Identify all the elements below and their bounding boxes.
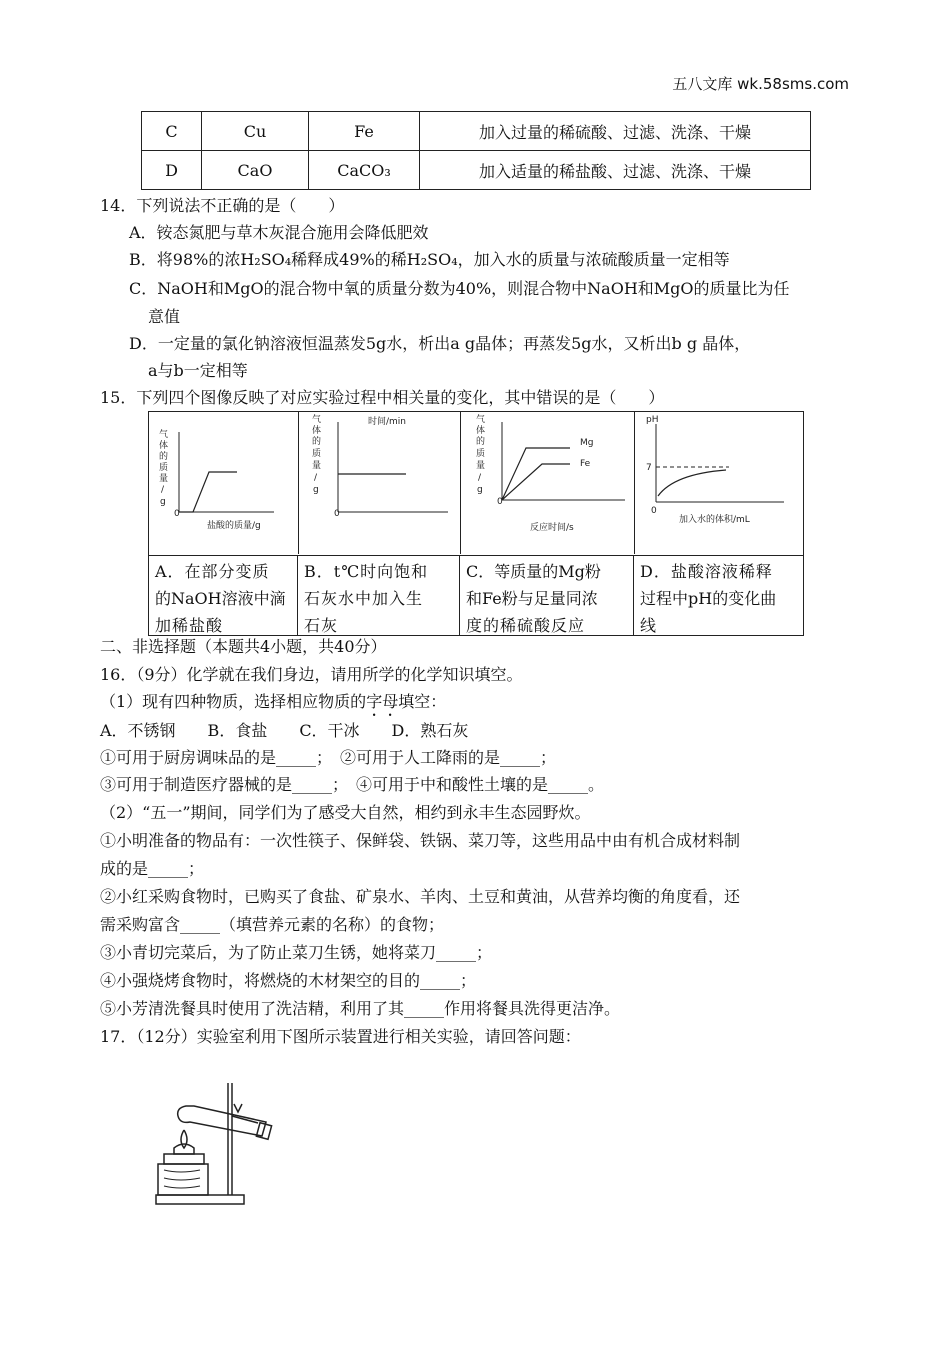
graph-c-series-fe: Fe — [580, 459, 591, 469]
graph-b-ylabel-3: 质 — [312, 449, 322, 459]
graph-a-ylabel-0: 气 — [159, 430, 169, 440]
table-cell: CaCO₃ — [309, 151, 420, 190]
graph-c-ylabel-4: 量 — [476, 461, 486, 471]
graph-a-curve — [179, 472, 237, 512]
graph-c-origin: 0 — [497, 497, 503, 507]
graph-c-ylabel-3: 质 — [476, 449, 486, 459]
stand-base — [156, 1195, 244, 1204]
caption-line: 和Fe粉与足量同浓 — [466, 589, 598, 608]
q14-option-a: A．铵态氮肥与草木灰混合施用会降低肥效 — [129, 223, 429, 242]
table-cell: 加入适量的稀盐酸、过滤、洗涤、干燥 — [420, 151, 811, 190]
q16-sub-2: ②小红采购食物时，已购买了食盐、矿泉水、羊肉、土豆和黄油，从营养均衡的角度看，还 — [100, 887, 741, 906]
table-cell: Cu — [202, 112, 309, 151]
q13-table — [141, 111, 811, 190]
q16-line-2: ③可用于制造医疗器械的是_____； ④可用于中和酸性土壤的是_____。 — [100, 775, 605, 794]
graph-b-ylabel-2: 的 — [312, 437, 322, 447]
graph-c-svg — [460, 412, 634, 554]
q16-part1-pre: （1）现有四种物质，选择相应物质的 — [100, 692, 367, 711]
graph-c-ylabel-6: g — [477, 485, 483, 495]
caption-line: 石灰水中加入生 — [304, 589, 424, 608]
flame — [181, 1130, 187, 1148]
q14-option-c-cont: 意值 — [148, 307, 181, 326]
q16-part2: （2）“五一”期间，同学们为了感受大自然，相约到永丰生态园野炊。 — [100, 803, 591, 822]
graph-c-series-mg: Mg — [580, 438, 594, 448]
graph-d-curve — [658, 470, 726, 496]
caption-line: A．在部分变质 — [155, 562, 270, 581]
graph-c-ylabel-1: 体 — [476, 426, 486, 436]
lamp-neck — [164, 1154, 204, 1164]
q14-option-c: C．NaOH和MgO的混合物中氧的质量分数为40%，则混合物中NaOH和MgO的质量比为任 — [129, 279, 790, 298]
graph-a-ylabel-1: 体 — [159, 441, 169, 451]
graph-a-ylabel-3: 质 — [159, 463, 169, 473]
graph-b-xlabel: 时间/min — [368, 417, 407, 427]
graph-a-svg — [149, 412, 298, 554]
q16-options: A．不锈钢 B．食盐 C．干冰 D．熟石灰 — [100, 721, 469, 740]
graph-b — [298, 412, 461, 554]
q16-stem: 16．（9分）化学就在我们身边，请用所学的化学知识填空。 — [100, 665, 523, 684]
graph-b-origin: 0 — [334, 509, 340, 519]
graph-a-ylabel-5: / — [161, 485, 165, 495]
table-row — [142, 112, 811, 151]
graph-a-ylabel-4: 量 — [159, 474, 169, 484]
graph-a-origin: 0 — [174, 509, 180, 519]
graph-b-ylabel-6: g — [313, 485, 319, 495]
lab-apparatus-illustration — [150, 1078, 290, 1208]
q14-option-b: B．将98%的浓H₂SO₄稀释成49%的稀H₂SO₄，加入水的质量与浓硫酸质量一定相等 — [129, 250, 730, 269]
q15-stem: 15．下列四个图像反映了对应实验过程中相关量的变化，其中错误的是（ ） — [100, 388, 665, 407]
table-cell: 加入过量的稀硫酸、过滤、洗涤、干燥 — [420, 112, 811, 151]
q14-option-d-cont: a与b一定相等 — [148, 361, 248, 380]
caption-line: 石灰 — [304, 616, 339, 635]
graph-b-ylabel-4: 量 — [312, 461, 322, 471]
table-cell: Fe — [309, 112, 420, 151]
graph-c-xlabel: 反应时间/s — [530, 523, 574, 533]
q16-sub-1-cont: 成的是_____； — [100, 859, 205, 878]
graph-d-origin: 0 — [651, 506, 657, 516]
caption-line: 线 — [640, 616, 658, 635]
graph-b-caption — [298, 555, 460, 635]
arrow-icon — [234, 1104, 242, 1112]
graph-b-ylabel-5: / — [314, 473, 318, 483]
table-row — [142, 151, 811, 190]
q16-part1 — [100, 689, 446, 720]
q16-part1-emphasis: 字母 — [366, 692, 399, 711]
graph-c-curve-fe — [502, 464, 570, 500]
q14-stem: 14．下列说法不正确的是（ ） — [100, 196, 345, 215]
graph-d — [634, 412, 803, 554]
q16-sub-4: ④小强烧烤食物时，将燃烧的木材架空的目的_____； — [100, 971, 477, 990]
caption-line: 度的稀硫酸反应 — [466, 616, 586, 635]
graph-c-ylabel-2: 的 — [476, 437, 486, 447]
graph-c-curve-mg — [502, 448, 570, 500]
q16-part1-post: 填空： — [398, 692, 447, 711]
q16-sub-5: ⑤小芳清洗餐具时使用了洗洁精，利用了其_____作用将餐具洗得更洁净。 — [100, 999, 621, 1018]
q17-stem: 17．（12分）实验室利用下图所示装置进行相关实验，请回答问题： — [100, 1027, 581, 1046]
q16-sub-1: ①小明准备的物品有：一次性筷子、保鲜袋、铁锅、菜刀等，这些用品中由有机合成材料制 — [100, 831, 741, 850]
graph-c-ylabel-0: 气 — [476, 415, 486, 425]
table-cell: C — [142, 112, 202, 151]
graph-a — [149, 412, 299, 554]
q15-graph-table — [148, 411, 804, 636]
graph-d-xlabel: 加入水的体积/mL — [679, 515, 750, 525]
graph-c-ylabel-5: / — [478, 473, 482, 483]
graph-c — [460, 412, 635, 554]
graph-d-ylabel: pH — [646, 415, 659, 425]
q14-option-d: D．一定量的氯化钠溶液恒温蒸发5g水，析出a g晶体；再蒸发5g水，又析出b g 晶体， — [129, 334, 751, 353]
graph-d-svg — [634, 412, 803, 554]
graph-a-xlabel: 盐酸的质量/g — [207, 521, 261, 531]
caption-line: B．t℃时向饱和 — [304, 562, 429, 581]
caption-line: D．盐酸溶液稀释 — [640, 562, 773, 581]
graph-b-ylabel-1: 体 — [312, 426, 322, 436]
graph-a-ylabel-2: 的 — [159, 452, 169, 462]
section-2-heading: 二、非选择题（本题共4小题，共40分） — [100, 637, 387, 656]
caption-line: C．等质量的Mg粉 — [466, 562, 601, 581]
graph-a-caption — [149, 555, 298, 635]
table-cell: D — [142, 151, 202, 190]
q16-sub-2-cont: 需采购富含_____（填营养元素的名称）的食物； — [100, 915, 445, 934]
q16-line-1: ①可用于厨房调味品的是_____； ②可用于人工降雨的是_____； — [100, 748, 557, 767]
graph-b-svg — [298, 412, 460, 554]
graph-d-caption — [634, 555, 803, 635]
graph-a-ylabel-6: g — [160, 497, 166, 507]
table-cell: CaO — [202, 151, 309, 190]
caption-line: 过程中pH的变化曲 — [640, 589, 777, 608]
graph-b-ylabel-0: 气 — [312, 415, 322, 425]
graph-d-tick: 7 — [646, 463, 652, 473]
page-header-site: 五八文库 wk.58sms.com — [672, 75, 849, 93]
graph-c-caption — [460, 555, 634, 635]
caption-line: 加稀盐酸 — [155, 616, 224, 635]
q16-sub-3: ③小青切完菜后，为了防止菜刀生锈，她将菜刀_____； — [100, 943, 493, 962]
caption-line: 的NaOH溶液中滴 — [155, 589, 286, 608]
